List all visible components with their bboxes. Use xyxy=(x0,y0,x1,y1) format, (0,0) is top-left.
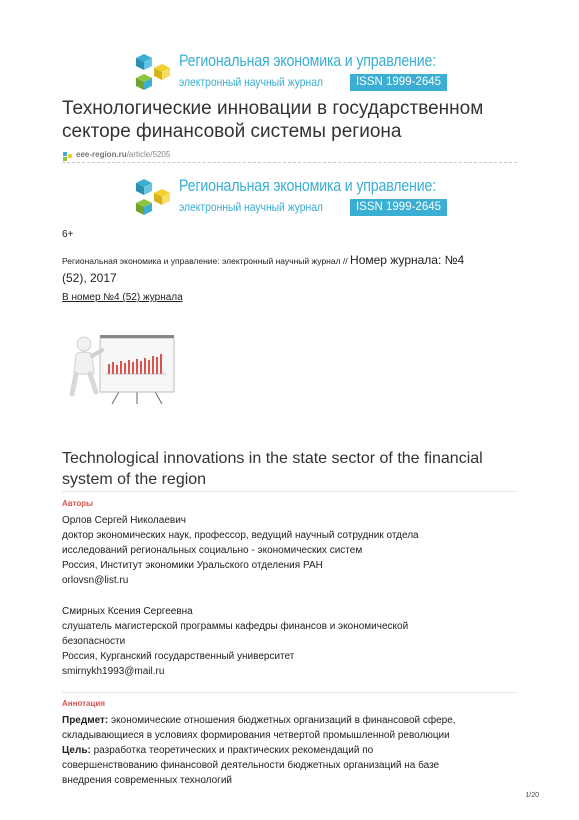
author-affiliation-line: Россия, Курганский государственный университет xyxy=(62,651,295,662)
abstract-subject-text: складывающиеся в условиях формирования четвертой промышленной революции xyxy=(62,730,450,741)
journal-logo-icon xyxy=(132,177,174,219)
source-domain: eee-region.ru xyxy=(76,150,127,159)
journal-banner-top xyxy=(132,52,452,94)
divider xyxy=(62,692,517,693)
article-title-en-line1: Technological innovations in the state sector of the financial xyxy=(62,450,483,467)
article-title-en xyxy=(62,448,522,490)
journal-banner-subtitle: электронный научный журнал xyxy=(179,75,323,89)
abstract-goal-text: совершенствованию финансовой деятельности бюджетных организаций на базе xyxy=(62,760,440,771)
journal-name: Региональная экономика и управление: электронный научный журнал // xyxy=(62,256,348,266)
authors-label: Авторы xyxy=(62,499,94,508)
author-affiliation-line: Россия, Институт экономики Уральского отделения РАН xyxy=(62,560,323,571)
journal-banner-issn: ISSN 1999-2645 xyxy=(350,74,447,91)
article-illustration xyxy=(62,332,182,404)
abstract-goal-label: Цель: xyxy=(62,745,91,756)
abstract-label: Аннотация xyxy=(62,699,105,708)
page-number: 1/20 xyxy=(525,792,539,799)
journal-banner-issn: ISSN 1999-2645 xyxy=(350,199,447,216)
author-email: orlovsn@list.ru xyxy=(62,575,129,586)
abstract-goal-text: разработка теоретических и практических рекомендаций по xyxy=(90,745,374,756)
issue-label: Номер журнала: №4 xyxy=(350,253,465,267)
journal-banner-subtitle: электронный научный журнал xyxy=(179,200,323,214)
divider xyxy=(62,491,517,492)
issue-year: (52), 2017 xyxy=(62,271,117,285)
age-rating: 6+ xyxy=(62,229,74,240)
abstract-text xyxy=(62,713,522,788)
journal-reference xyxy=(62,252,522,288)
journal-banner xyxy=(132,177,452,219)
issue-link[interactable]: В номер №4 (52) журнала xyxy=(62,292,183,303)
author-email: smirnykh1993@mail.ru xyxy=(62,666,165,677)
author-affiliation-line: исследований региональных социально - экономических систем xyxy=(62,545,363,556)
journal-banner-title: Региональная экономика и управление: xyxy=(179,52,436,70)
source-path: /article/5205 xyxy=(126,150,171,159)
author-name: Орлов Сергей Николаевич xyxy=(62,515,186,526)
source-url-row[interactable] xyxy=(62,149,517,163)
author-entry xyxy=(62,604,522,679)
author-name: Смирных Ксения Сергеевна xyxy=(62,606,193,617)
source-url[interactable] xyxy=(76,150,170,159)
author-affiliation-line: безопасности xyxy=(62,636,126,647)
abstract-subject-label: Предмет: xyxy=(62,715,109,726)
author-affiliation-line: слушатель магистерской программы кафедры финансов и экономической xyxy=(62,621,409,632)
site-favicon-icon xyxy=(62,150,74,162)
author-entry xyxy=(62,513,522,588)
abstract-subject-text: экономические отношения бюджетных организаций в финансовой сфере, xyxy=(108,715,456,726)
author-affiliation-line: доктор экономических наук, профессор, ведущий научный сотрудник отдела xyxy=(62,530,419,541)
journal-logo-icon xyxy=(132,52,174,94)
page-title: Технологические инновации в государственном секторе финансовой системы региона xyxy=(62,98,484,142)
journal-banner-title: Региональная экономика и управление: xyxy=(179,177,436,195)
article-title-en-line2: system of the region xyxy=(62,471,207,488)
abstract-goal-text: внедрения современных технологий xyxy=(62,775,232,786)
